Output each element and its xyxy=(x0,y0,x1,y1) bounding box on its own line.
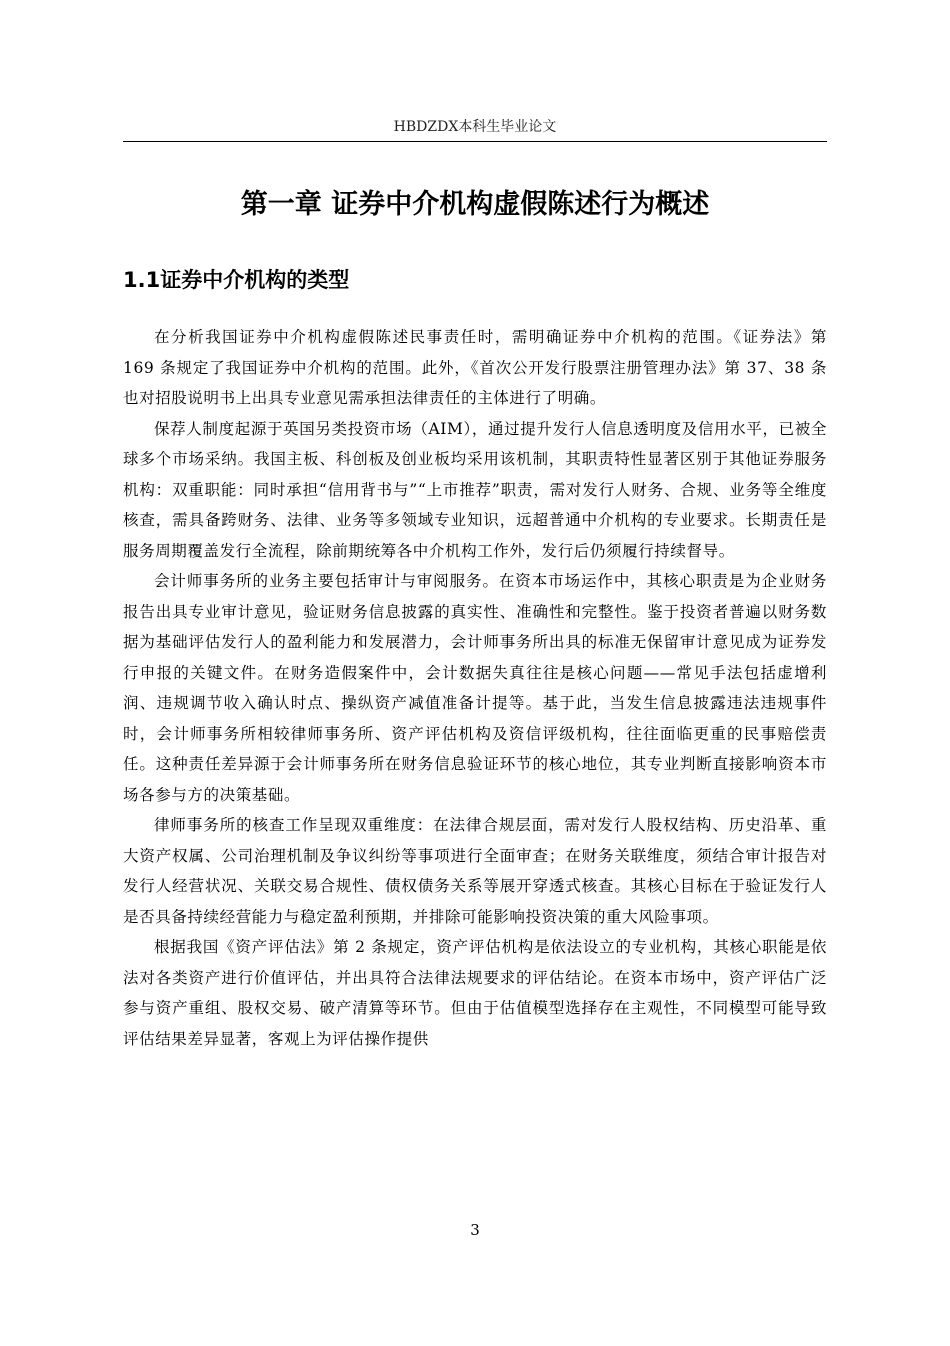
running-header: HBDZDX本科生毕业论文 xyxy=(393,119,557,135)
section-title: 1.1证券中介机构的类型 xyxy=(123,268,350,292)
paragraph-asset-appraisal: 根据我国《资产评估法》第 2 条规定，资产评估机构是依法设立的专业机构，其核心职能是依法对各类资产进行价值评估，并出具符合法律法规要求的评估结论。在资本市场中，资产评估广泛参与资产重组、股权交易、破产清算等环节。但由于估值模型选择存在主观性，不同模型可能导致评估结果差异显著，客观上为评估操作提供 xyxy=(123,938,827,1048)
chapter-title: 第一章 证券中介机构虚假陈述行为概述 xyxy=(240,189,710,220)
paragraph-law-firm: 律师事务所的核查工作呈现双重维度：在法律合规层面，需对发行人股权结构、历史沿革、重大资产权属、公司治理机制及争议纠纷等事项进行全面审查；在财务关联维度，须结合审计报告对发行人经营状况、关联交易合规性、债权债务关系等展开穿透式核查。其核心目标在于验证发行人是否具备持续经营能力与稳定盈利预期，并排除可能影响投资决策的重大风险事项。 xyxy=(123,816,827,926)
body-text xyxy=(123,322,827,1054)
paragraph-sponsor: 保荐人制度起源于英国另类投资市场（AIM），通过提升发行人信息透明度及信用水平，已被全球多个市场采纳。我国主板、科创板及创业板均采用该机制，其职责特性显著区别于其他证券服务机构：双重职能：同时承担“信用背书与”“上市推荐”职责，需对发行人财务、合规、业务等全维度核查，需具备跨财务、法律、业务等多领域专业知识，远超普通中介机构的专业要求。长期责任是服务周期覆盖发行全流程，除前期统筹各中介机构工作外，发行后仍须履行持续督导。 xyxy=(123,419,827,560)
paragraph-accounting-firm: 会计师事务所的业务主要包括审计与审阅服务。在资本市场运作中，其核心职责是为企业财务报告出具专业审计意见，验证财务信息披露的真实性、准确性和完整性。鉴于投资者普遍以财务数据为基础评估发行人的盈利能力和发展潜力，会计师事务所出具的标准无保留审计意见成为证券发行申报的关键文件。在财务造假案件中，会计数据失真往往是核心问题——常见手法包括虚增利润、违规调节收入确认时点、操纵资产减值准备计提等。基于此，当发生信息披露违法违规事件时，会计师事务所相较律师事务所、资产评估机构及资信评级机构，往往面临更重的民事赔偿责任。这种责任差异源于会计师事务所在财务信息验证环节的核心地位，其专业判断直接影响资本市场各参与方的决策基础。 xyxy=(123,572,827,804)
header-divider xyxy=(123,141,827,142)
page-number: 3 xyxy=(470,1221,480,1239)
paragraph-securities-law: 在分析我国证券中介机构虚假陈述民事责任时，需明确证券中介机构的范围。《证券法》第 169 条规定了我国证券中介机构的范围。此外，《首次公开发行股票注册管理办法》第 37、38 条也对招股说明书上出具专业意见需承担法律责任的主体进行了明确。 xyxy=(123,328,827,407)
